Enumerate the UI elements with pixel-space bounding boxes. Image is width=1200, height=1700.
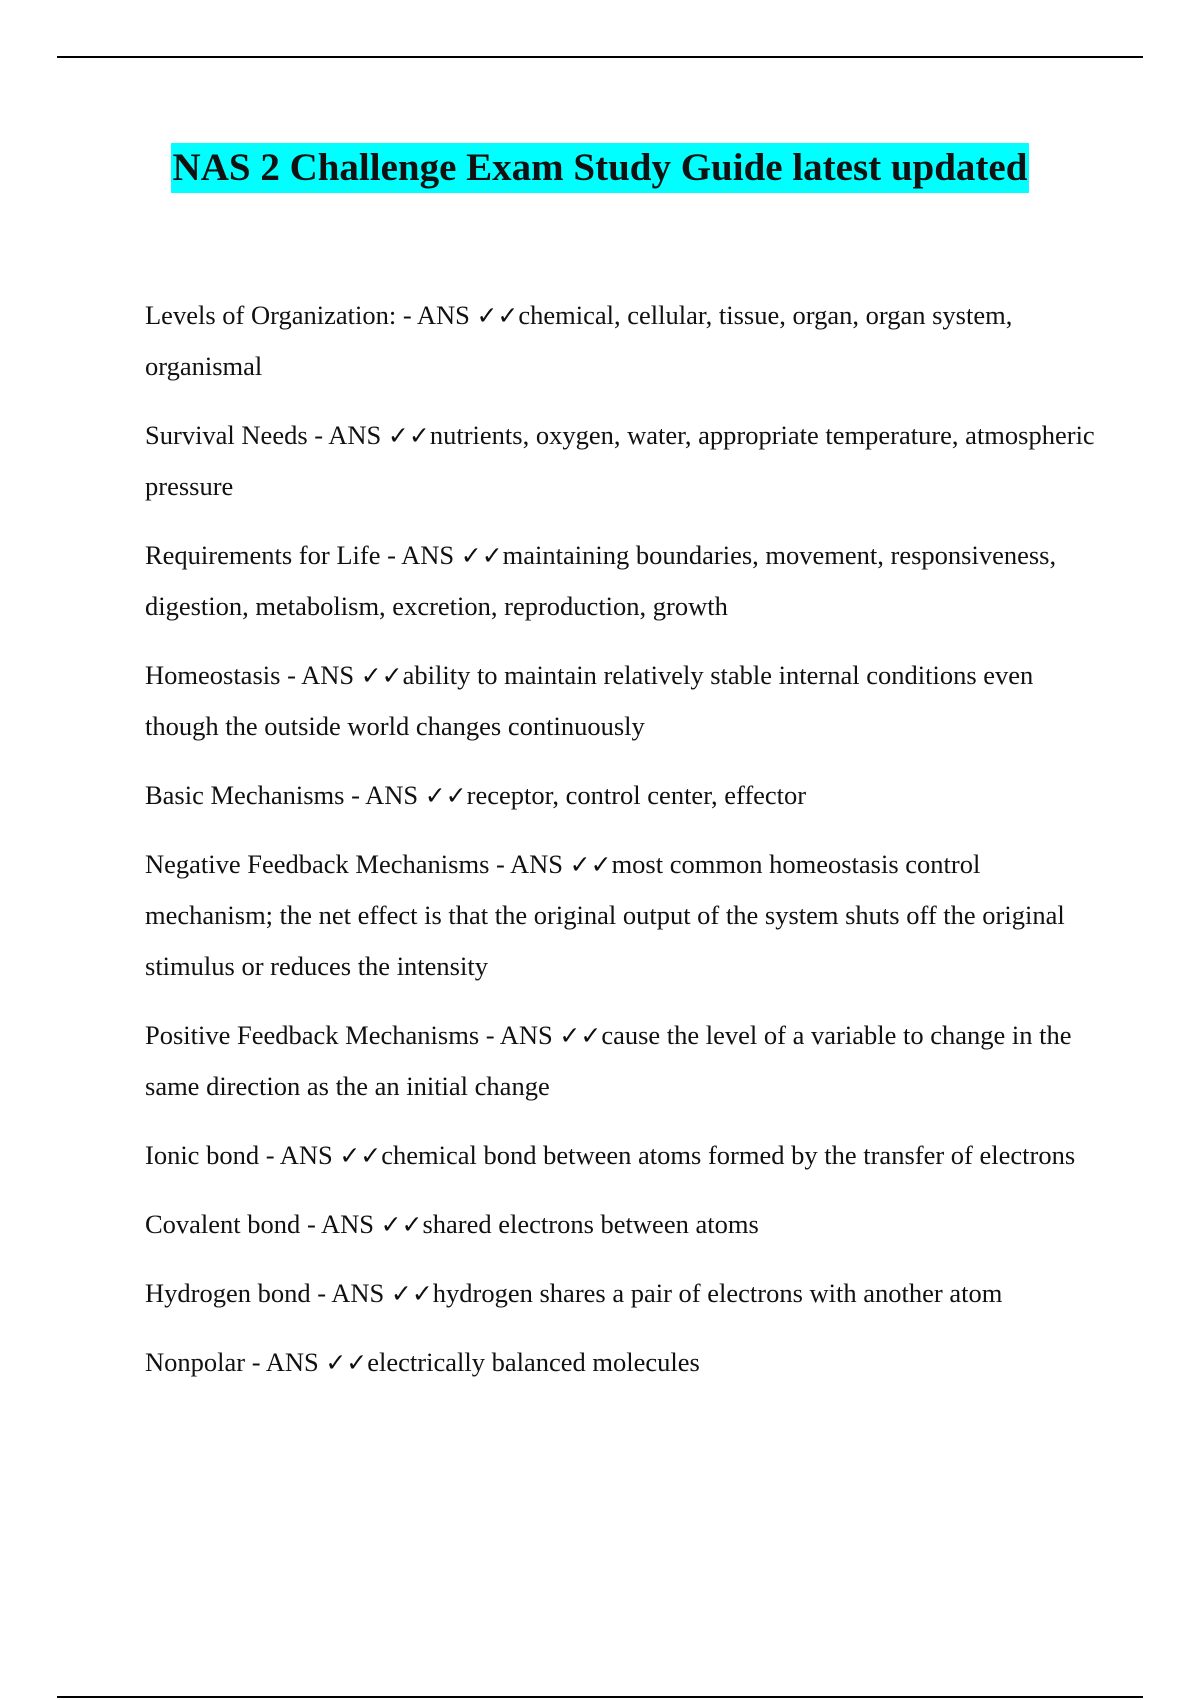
top-rule	[57, 56, 1143, 58]
entry-term: Levels of Organization:	[145, 300, 397, 330]
entry-definition: ability to maintain relatively stable internal conditions even though the outside world changes continuously	[145, 660, 1034, 741]
double-check-icon: ✓✓	[387, 421, 430, 450]
entry-definition: nutrients, oxygen, water, appropriate temperature, atmospheric pressure	[145, 420, 1095, 501]
entry	[145, 650, 1105, 752]
double-check-icon: ✓✓	[460, 541, 503, 570]
double-check-icon: ✓✓	[360, 661, 403, 690]
entry-term: Requirements for Life	[145, 540, 381, 570]
double-check-icon: ✓✓	[339, 1141, 382, 1170]
double-check-icon: ✓✓	[476, 301, 519, 330]
answer-marker: ANS	[331, 1278, 385, 1308]
entry	[145, 1130, 1105, 1181]
entry-definition: hydrogen shares a pair of electrons with another atom	[432, 1278, 1003, 1308]
answer-marker: ANS	[265, 1347, 319, 1377]
entry-definition: chemical, cellular, tissue, organ, organ system, organismal	[145, 300, 1013, 381]
entry-term: Negative Feedback Mechanisms	[145, 849, 490, 879]
entry-term: Basic Mechanisms	[145, 780, 345, 810]
double-check-icon: ✓✓	[380, 1210, 423, 1239]
entry	[145, 839, 1105, 992]
entry-term: Nonpolar	[145, 1347, 246, 1377]
entry-term: Survival Needs	[145, 420, 308, 450]
answer-marker: ANS	[499, 1020, 553, 1050]
answer-marker: ANS	[279, 1140, 333, 1170]
entry	[145, 410, 1105, 512]
entry-separator: -	[245, 1347, 266, 1377]
double-check-icon: ✓✓	[390, 1279, 433, 1308]
entry	[145, 1199, 1105, 1250]
entry-definition: most common homeostasis control mechanism; the net effect is that the original output of the system shuts off the original stimulus or reduces the intensity	[145, 849, 1065, 981]
entry	[145, 1337, 1105, 1388]
entry-term: Covalent bond	[145, 1209, 301, 1239]
answer-marker: ANS	[416, 300, 470, 330]
double-check-icon: ✓✓	[569, 850, 612, 879]
entry-definition: shared electrons between atoms	[422, 1209, 759, 1239]
entry-separator: -	[396, 300, 417, 330]
entry-definition: receptor, control center, effector	[466, 780, 807, 810]
bottom-rule	[57, 1696, 1143, 1698]
entry-separator: -	[344, 780, 366, 810]
title-block	[0, 143, 1200, 193]
entry-list	[145, 290, 1105, 1406]
answer-marker: ANS	[301, 660, 355, 690]
answer-marker: ANS	[401, 540, 455, 570]
entry-term: Ionic bond	[145, 1140, 260, 1170]
entry-separator: -	[310, 1278, 332, 1308]
entry-separator: -	[307, 420, 329, 450]
entry-separator: -	[280, 660, 302, 690]
entry-term: Hydrogen bond	[145, 1278, 311, 1308]
answer-marker: ANS	[320, 1209, 374, 1239]
entry	[145, 1010, 1105, 1112]
entry-definition: electrically balanced molecules	[367, 1347, 700, 1377]
answer-marker: ANS	[365, 780, 419, 810]
entry	[145, 1268, 1105, 1319]
page-title: NAS 2 Challenge Exam Study Guide latest updated	[171, 143, 1030, 193]
entry-separator: -	[380, 540, 402, 570]
double-check-icon: ✓✓	[325, 1348, 368, 1377]
double-check-icon: ✓✓	[559, 1021, 602, 1050]
entry-definition: chemical bond between atoms formed by the transfer of electrons	[381, 1140, 1076, 1170]
entry-definition: cause the level of a variable to change in the same direction as the an initial change	[145, 1020, 1072, 1101]
entry-term: Homeostasis	[145, 660, 281, 690]
entry-definition: maintaining boundaries, movement, responsiveness, digestion, metabolism, excretion, reproduction, growth	[145, 540, 1057, 621]
entry-separator: -	[489, 849, 511, 879]
entry	[145, 770, 1105, 821]
entry-separator: -	[300, 1209, 321, 1239]
entry-term: Positive Feedback Mechanisms	[145, 1020, 480, 1050]
entry	[145, 530, 1105, 632]
entry	[145, 290, 1105, 392]
entry-separator: -	[479, 1020, 500, 1050]
entry-separator: -	[259, 1140, 280, 1170]
answer-marker: ANS	[510, 849, 564, 879]
answer-marker: ANS	[328, 420, 382, 450]
double-check-icon: ✓✓	[424, 781, 467, 810]
